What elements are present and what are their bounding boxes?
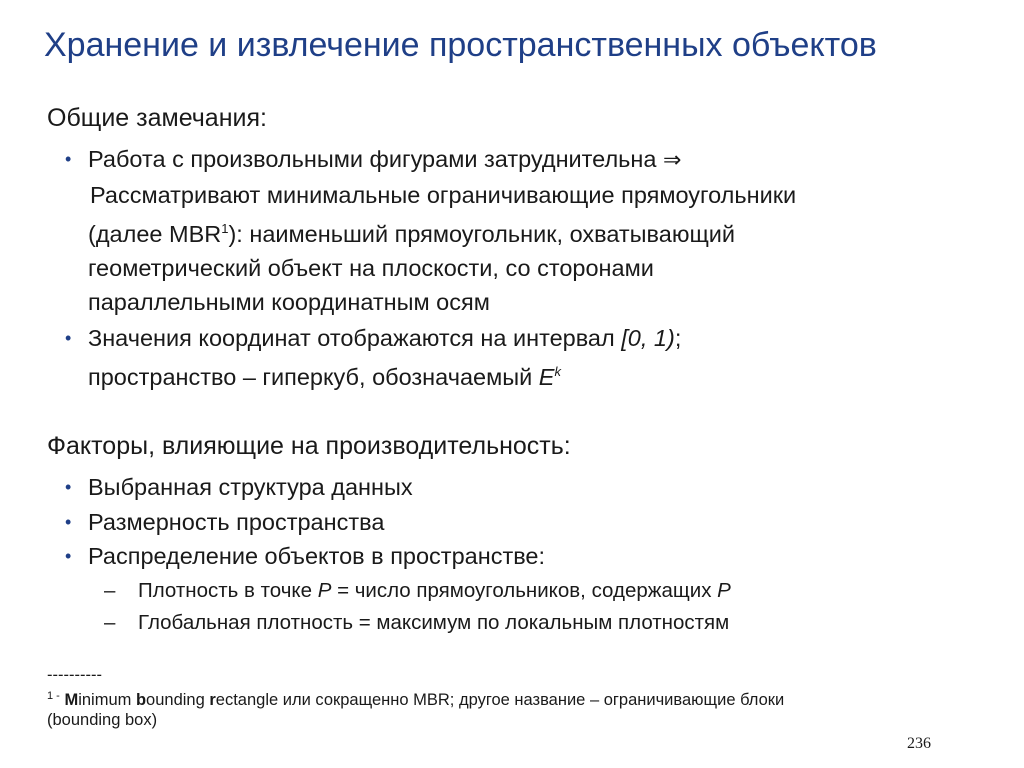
slide-title: Хранение и извлечение пространственных объектов xyxy=(44,26,877,64)
dash-icon: – xyxy=(104,611,116,634)
footnote: $^{1 -}$ Minimum bounding rectangle или сокращенно MBR; другое название – ограничивающие блоки (bounding box) xyxy=(47,690,785,729)
section-heading-performance-factors: Факторы, влияющие на производительность: xyxy=(47,432,571,460)
bullet-item-dimensionality: • Размерность пространства xyxy=(65,505,384,539)
sub-item-global-density: – Глобальная плотность = максимум по локальным плотностям xyxy=(104,611,730,634)
bullet-item-coordinates-interval: • Значения координат отображаются на интервал [0, 1); пространство – гиперкуб, обозначаемый $E^k$ xyxy=(65,321,681,394)
bullet-icon: • xyxy=(65,477,72,497)
footnote-ref: 1 xyxy=(221,221,229,236)
footnote-mark: 1 - xyxy=(47,690,60,702)
implies-arrow-icon: ⇒ xyxy=(663,148,682,173)
bullet-item-distribution: • Распределение объектов в пространстве: xyxy=(65,539,545,573)
page-number: 236 xyxy=(907,735,931,752)
dash-icon: – xyxy=(104,579,116,602)
footnote-separator: ---------- xyxy=(47,666,102,684)
section-heading-general-notes: Общие замечания: xyxy=(47,104,267,132)
sub-item-point-density: – Плотность в точке P = число прямоугольников, содержащих P xyxy=(104,579,731,602)
bullet-icon: • xyxy=(65,512,72,532)
bullet-icon: • xyxy=(65,546,72,566)
bullet-icon: • xyxy=(65,328,72,348)
bullet-icon: • xyxy=(65,149,72,169)
bullet-item-data-structure: • Выбранная структура данных xyxy=(65,470,413,504)
bullet-item-arbitrary-shapes: • Работа с произвольными фигурами затруднительна ⇒ Рассматривают минимальные ограничивающие прямоугольники (далее MBR$^1$): наименьший прямоугольник, охватывающий геометрический объект на плоскости, со сторонами параллельными координатным осям xyxy=(65,142,796,319)
